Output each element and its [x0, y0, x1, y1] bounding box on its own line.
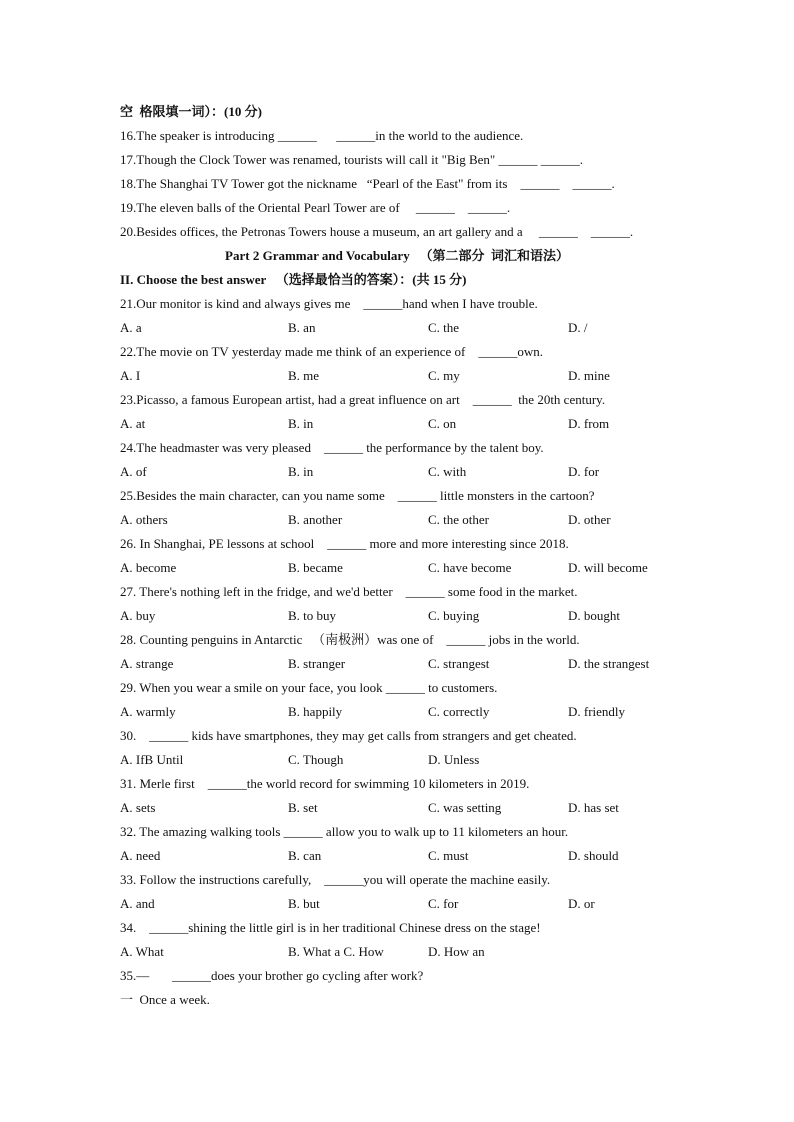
answer-option[interactable]: D. the strangest: [568, 656, 650, 671]
fill-in-20: 20.Besides offices, the Petronas Towers house a museum, an art gallery and a ______ ______.: [120, 224, 634, 239]
answer-option[interactable]: B. set: [288, 800, 318, 815]
answer-option[interactable]: A. of: [120, 464, 147, 479]
answer-option[interactable]: D. has set: [568, 800, 619, 815]
answer-option[interactable]: A. IfB Until: [120, 752, 184, 767]
answer-option[interactable]: B. in: [288, 464, 314, 479]
answer-option[interactable]: B. to buy: [288, 608, 337, 623]
answer-option[interactable]: A. become: [120, 560, 177, 575]
answer-option[interactable]: A. strange: [120, 656, 174, 671]
answer-option[interactable]: C. the other: [428, 512, 490, 527]
answer-option[interactable]: C. my: [428, 368, 460, 383]
answer-option[interactable]: C. have become: [428, 560, 512, 575]
answer-option[interactable]: B. me: [288, 368, 320, 383]
answer-option[interactable]: A. warmly: [120, 704, 176, 719]
answer-option[interactable]: C. for: [428, 896, 459, 911]
question-stem: 28. Counting penguins in Antarctic （南极洲）was one of ______ jobs in the world.: [120, 632, 580, 647]
answer-option[interactable]: A. others: [120, 512, 168, 527]
answer-option[interactable]: C. strangest: [428, 656, 490, 671]
answer-option[interactable]: D. or: [568, 896, 595, 911]
answer-option[interactable]: D. How an: [428, 944, 485, 959]
answer-option[interactable]: C. on: [428, 416, 457, 431]
question-stem: 31. Merle first ______the world record for swimming 10 kilometers in 2019.: [120, 776, 530, 791]
answer-option[interactable]: B. happily: [288, 704, 343, 719]
question-stem: 30. ______ kids have smartphones, they may get calls from strangers and get cheated.: [120, 728, 577, 743]
answer-option[interactable]: D. mine: [568, 368, 610, 383]
answer-option[interactable]: D. should: [568, 848, 619, 863]
answer-option[interactable]: B. in: [288, 416, 314, 431]
question-stem: 22.The movie on TV yesterday made me think of an experience of ______own.: [120, 344, 543, 359]
answer-option[interactable]: A. and: [120, 896, 155, 911]
question-stem: 25.Besides the main character, can you name some ______ little monsters in the cartoon?: [120, 488, 595, 503]
answer-option[interactable]: C. was setting: [428, 800, 502, 815]
answer-option[interactable]: D. Unless: [428, 752, 480, 767]
fill-in-16: 16.The speaker is introducing ______ ______in the world to the audience.: [120, 128, 524, 143]
answer-option[interactable]: B. can: [288, 848, 322, 863]
question-stem: 33. Follow the instructions carefully, ______you will operate the machine easily.: [120, 872, 551, 887]
question-stem: 32. The amazing walking tools ______ allow you to walk up to 11 kilometers an hour.: [120, 824, 569, 839]
answer-option[interactable]: A. at: [120, 416, 146, 431]
answer-option[interactable]: D. bought: [568, 608, 620, 623]
answer-option[interactable]: B. an: [288, 320, 316, 335]
question-stem: 24.The headmaster was very pleased ______ the performance by the talent boy.: [120, 440, 544, 455]
answer-option[interactable]: D. other: [568, 512, 611, 527]
answer-option[interactable]: C. the: [428, 320, 460, 335]
answer-option[interactable]: A. I: [120, 368, 141, 383]
answer-option[interactable]: A. sets: [120, 800, 156, 815]
part2-title: Part 2 Grammar and Vocabulary （第二部分 词汇和语法）: [225, 248, 569, 263]
answer-option[interactable]: A. a: [120, 320, 142, 335]
answer-option[interactable]: B. but: [288, 896, 320, 911]
answer-option[interactable]: C. must: [428, 848, 469, 863]
question-stem: 26. In Shanghai, PE lessons at school ______ more and more interesting since 2018.: [120, 536, 569, 551]
question-stem: 29. When you wear a smile on your face, you look ______ to customers.: [120, 680, 498, 695]
question-stem: 27. There's nothing left in the fridge, and we'd better ______ some food in the market.: [120, 584, 578, 599]
answer-option[interactable]: B. What a C. How: [288, 944, 384, 959]
answer-option[interactable]: A. need: [120, 848, 161, 863]
question-stem: 23.Picasso, a famous European artist, had a great influence on art ______ the 20th century.: [120, 392, 606, 407]
answer-option[interactable]: A. buy: [120, 608, 156, 623]
answer-option[interactable]: C. buying: [428, 608, 480, 623]
section2-header: II. Choose the best answer （选择最恰当的答案）：(共 15 分): [120, 272, 467, 287]
answer-option[interactable]: C. with: [428, 464, 467, 479]
question-35-answer: 一 Once a week.: [120, 992, 210, 1007]
answer-option[interactable]: C. correctly: [428, 704, 490, 719]
fill-in-18: 18.The Shanghai TV Tower got the nickname “Pearl of the East" from its ______ ______.: [120, 176, 615, 191]
answer-option[interactable]: D. /: [568, 320, 588, 335]
answer-option[interactable]: C. Though: [288, 752, 344, 767]
answer-option[interactable]: D. friendly: [568, 704, 626, 719]
answer-option[interactable]: B. another: [288, 512, 343, 527]
answer-option[interactable]: B. became: [288, 560, 343, 575]
fill-in-17: 17.Though the Clock Tower was renamed, tourists will call it "Big Ben" ______ ______.: [120, 152, 583, 167]
question-stem: 34. ______shining the little girl is in her traditional Chinese dress on the stage!: [120, 920, 541, 935]
answer-option[interactable]: D. from: [568, 416, 610, 431]
answer-option[interactable]: D. will become: [568, 560, 648, 575]
section1-header: 空 格限填一词）：(10 分): [120, 104, 262, 119]
answer-option[interactable]: D. for: [568, 464, 600, 479]
question-35: 35.— ______does your brother go cycling after work?: [120, 968, 424, 983]
question-stem: 21.Our monitor is kind and always gives me ______hand when I have trouble.: [120, 296, 538, 311]
answer-option[interactable]: A. What: [120, 944, 164, 959]
answer-option[interactable]: B. stranger: [288, 656, 346, 671]
fill-in-19: 19.The eleven balls of the Oriental Pearl Tower are of ______ ______.: [120, 200, 511, 215]
